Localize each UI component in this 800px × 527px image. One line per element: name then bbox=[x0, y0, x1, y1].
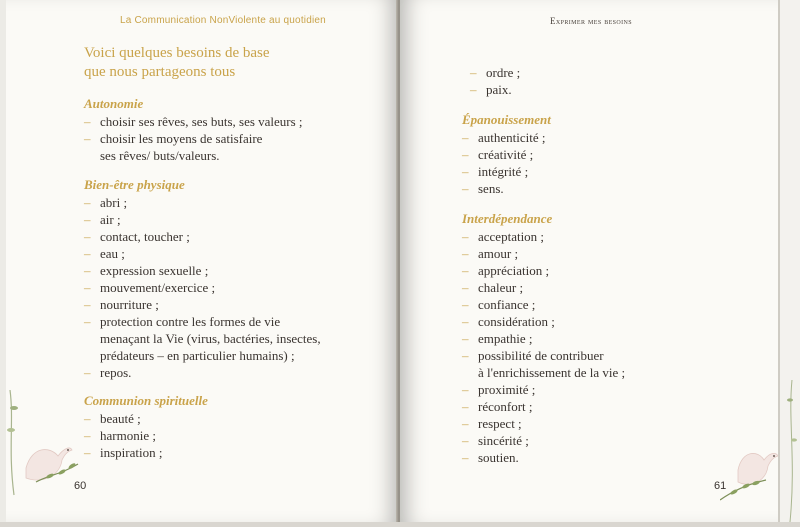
list-item-text: harmonie ; bbox=[100, 428, 156, 443]
dash-glyph: – bbox=[462, 229, 469, 244]
dash-glyph: – bbox=[462, 450, 469, 465]
left-page bbox=[6, 0, 398, 522]
list-item-text: eau ; bbox=[100, 246, 125, 261]
list-item-text: protection contre les formes de vie bbox=[100, 314, 281, 329]
list-item-continuation: à l'enrichissement de la vie ; bbox=[478, 365, 626, 380]
dash-glyph: – bbox=[462, 263, 469, 278]
list-item bbox=[462, 129, 551, 146]
dash-glyph: – bbox=[84, 229, 91, 244]
dash-glyph: – bbox=[84, 411, 91, 426]
list-item-text: créativité ; bbox=[478, 147, 534, 162]
intro-text bbox=[84, 44, 384, 82]
list-item-text: chaleur ; bbox=[478, 280, 524, 295]
list-item bbox=[84, 410, 208, 427]
list-item-text: possibilité de contribuer bbox=[478, 348, 604, 363]
dove-with-olive-branch-icon bbox=[6, 390, 86, 500]
dash-glyph: – bbox=[84, 280, 91, 295]
dash-glyph: – bbox=[462, 382, 469, 397]
dash-glyph: – bbox=[462, 130, 469, 145]
list-item bbox=[84, 296, 321, 313]
list-item bbox=[462, 381, 625, 398]
list-item-text: ordre ; bbox=[486, 65, 521, 80]
dash-glyph: – bbox=[462, 280, 469, 295]
list-item bbox=[462, 330, 625, 347]
dash-glyph: – bbox=[84, 212, 91, 227]
right-page bbox=[400, 0, 778, 522]
running-head-right: Exprimer mes besoins bbox=[550, 16, 633, 26]
list-item-text: empathie ; bbox=[478, 331, 533, 346]
list-item-text: acceptation ; bbox=[478, 229, 545, 244]
dash-glyph: – bbox=[84, 445, 91, 460]
running-head-left: La Communication NonViolente au quotidien bbox=[120, 15, 326, 26]
list-item-text: expression sexuelle ; bbox=[100, 263, 209, 278]
list-item bbox=[84, 194, 321, 211]
list-item-text: appréciation ; bbox=[478, 263, 550, 278]
list-item-text: respect ; bbox=[478, 416, 522, 431]
list-item-text: contact, toucher ; bbox=[100, 229, 190, 244]
dash-glyph: – bbox=[462, 399, 469, 414]
dash-glyph: – bbox=[462, 147, 469, 162]
dash-glyph: – bbox=[462, 246, 469, 261]
dash-glyph: – bbox=[84, 114, 91, 129]
dash-glyph: – bbox=[84, 263, 91, 278]
list-item-text: réconfort ; bbox=[478, 399, 533, 414]
dash-glyph: – bbox=[470, 65, 477, 80]
page-number-right: 61 bbox=[714, 480, 727, 492]
list-item-text: mouvement/exercice ; bbox=[100, 280, 216, 295]
list-item-text: nourriture ; bbox=[100, 297, 159, 312]
list-item bbox=[84, 245, 321, 262]
section-heading: Épanouissement bbox=[462, 112, 551, 127]
section-heading: Interdépendance bbox=[462, 211, 553, 226]
list-item bbox=[462, 279, 625, 296]
list-item bbox=[84, 130, 303, 147]
list-item-text: intégrité ; bbox=[478, 164, 529, 179]
list-item-text: paix. bbox=[486, 82, 512, 97]
list-item bbox=[462, 163, 551, 180]
list-item-text: authenticité ; bbox=[478, 130, 546, 145]
list-item bbox=[462, 296, 625, 313]
list-item bbox=[84, 279, 321, 296]
list-item bbox=[462, 146, 551, 163]
list-item bbox=[84, 313, 321, 330]
list-item bbox=[462, 347, 625, 364]
list-item bbox=[462, 180, 551, 197]
vine-icon bbox=[778, 0, 800, 522]
section-interdependance bbox=[462, 210, 625, 466]
book-edge-right bbox=[778, 0, 800, 522]
list-item bbox=[84, 364, 321, 381]
dash-glyph: – bbox=[84, 297, 91, 312]
list-item-text: soutien. bbox=[478, 450, 519, 465]
list-item bbox=[84, 113, 303, 130]
list-item-text: sincérité ; bbox=[478, 433, 529, 448]
list-item-text: proximité ; bbox=[478, 382, 536, 397]
dash-glyph: – bbox=[84, 246, 91, 261]
dash-glyph: – bbox=[84, 314, 91, 329]
intro-line: que nous partageons tous bbox=[84, 64, 236, 80]
dash-glyph: – bbox=[462, 348, 469, 363]
list-item bbox=[84, 211, 321, 228]
dash-glyph: – bbox=[462, 164, 469, 179]
dash-glyph: – bbox=[462, 297, 469, 312]
section-heading: Autonomie bbox=[84, 96, 144, 111]
list-item-continuation: prédateurs – en particulier humains) ; bbox=[100, 348, 295, 363]
dove-with-olive-branch-icon bbox=[720, 430, 778, 520]
list-item-continuation: ses rêves/ buts/valeurs. bbox=[100, 148, 220, 163]
dash-glyph: – bbox=[462, 416, 469, 431]
list-item bbox=[462, 432, 625, 449]
list-item bbox=[462, 262, 625, 279]
list-item bbox=[462, 415, 625, 432]
list-item-text: confiance ; bbox=[478, 297, 536, 312]
list-item bbox=[462, 313, 625, 330]
dash-glyph: – bbox=[84, 195, 91, 210]
list-item-text: abri ; bbox=[100, 195, 128, 210]
dash-glyph: – bbox=[84, 428, 91, 443]
section-communion-spirituelle bbox=[84, 392, 208, 461]
list-item-text: choisir les moyens de satisfaire bbox=[100, 131, 263, 146]
list-item bbox=[462, 245, 625, 262]
dash-glyph: – bbox=[462, 181, 469, 196]
list-item bbox=[462, 449, 625, 466]
list-item-text: beauté ; bbox=[100, 411, 141, 426]
list-item bbox=[84, 444, 208, 461]
section-epanouissement bbox=[462, 111, 551, 197]
list-item-text: air ; bbox=[100, 212, 121, 227]
list-item-text: amour ; bbox=[478, 246, 519, 261]
section-autonomie bbox=[84, 95, 303, 164]
list-item-text: choisir ses rêves, ses buts, ses valeurs ; bbox=[100, 114, 303, 129]
section-heading: Bien-être physique bbox=[84, 177, 185, 192]
list-item bbox=[462, 228, 625, 245]
continued-items bbox=[470, 64, 520, 98]
dash-glyph: – bbox=[84, 131, 91, 146]
dash-glyph: – bbox=[462, 314, 469, 329]
list-item-text: inspiration ; bbox=[100, 445, 163, 460]
list-item-continuation: menaçant la Vie (virus, bactéries, insectes, bbox=[100, 331, 321, 346]
dash-glyph: – bbox=[462, 331, 469, 346]
list-item bbox=[84, 262, 321, 279]
list-item-text: sens. bbox=[478, 181, 504, 196]
list-item bbox=[470, 81, 520, 98]
dash-glyph: – bbox=[462, 433, 469, 448]
list-item-text: repos. bbox=[100, 365, 132, 380]
list-item-text: considération ; bbox=[478, 314, 555, 329]
intro-line: Voici quelques besoins de base bbox=[84, 45, 270, 61]
list-item bbox=[84, 228, 321, 245]
dash-glyph: – bbox=[470, 82, 477, 97]
list-item bbox=[470, 64, 520, 81]
section-heading: Communion spirituelle bbox=[84, 393, 208, 408]
page-number-left: 60 bbox=[74, 480, 87, 492]
list-item bbox=[462, 398, 625, 415]
dash-glyph: – bbox=[84, 365, 91, 380]
list-item bbox=[84, 427, 208, 444]
section-bien-etre-physique bbox=[84, 176, 321, 381]
